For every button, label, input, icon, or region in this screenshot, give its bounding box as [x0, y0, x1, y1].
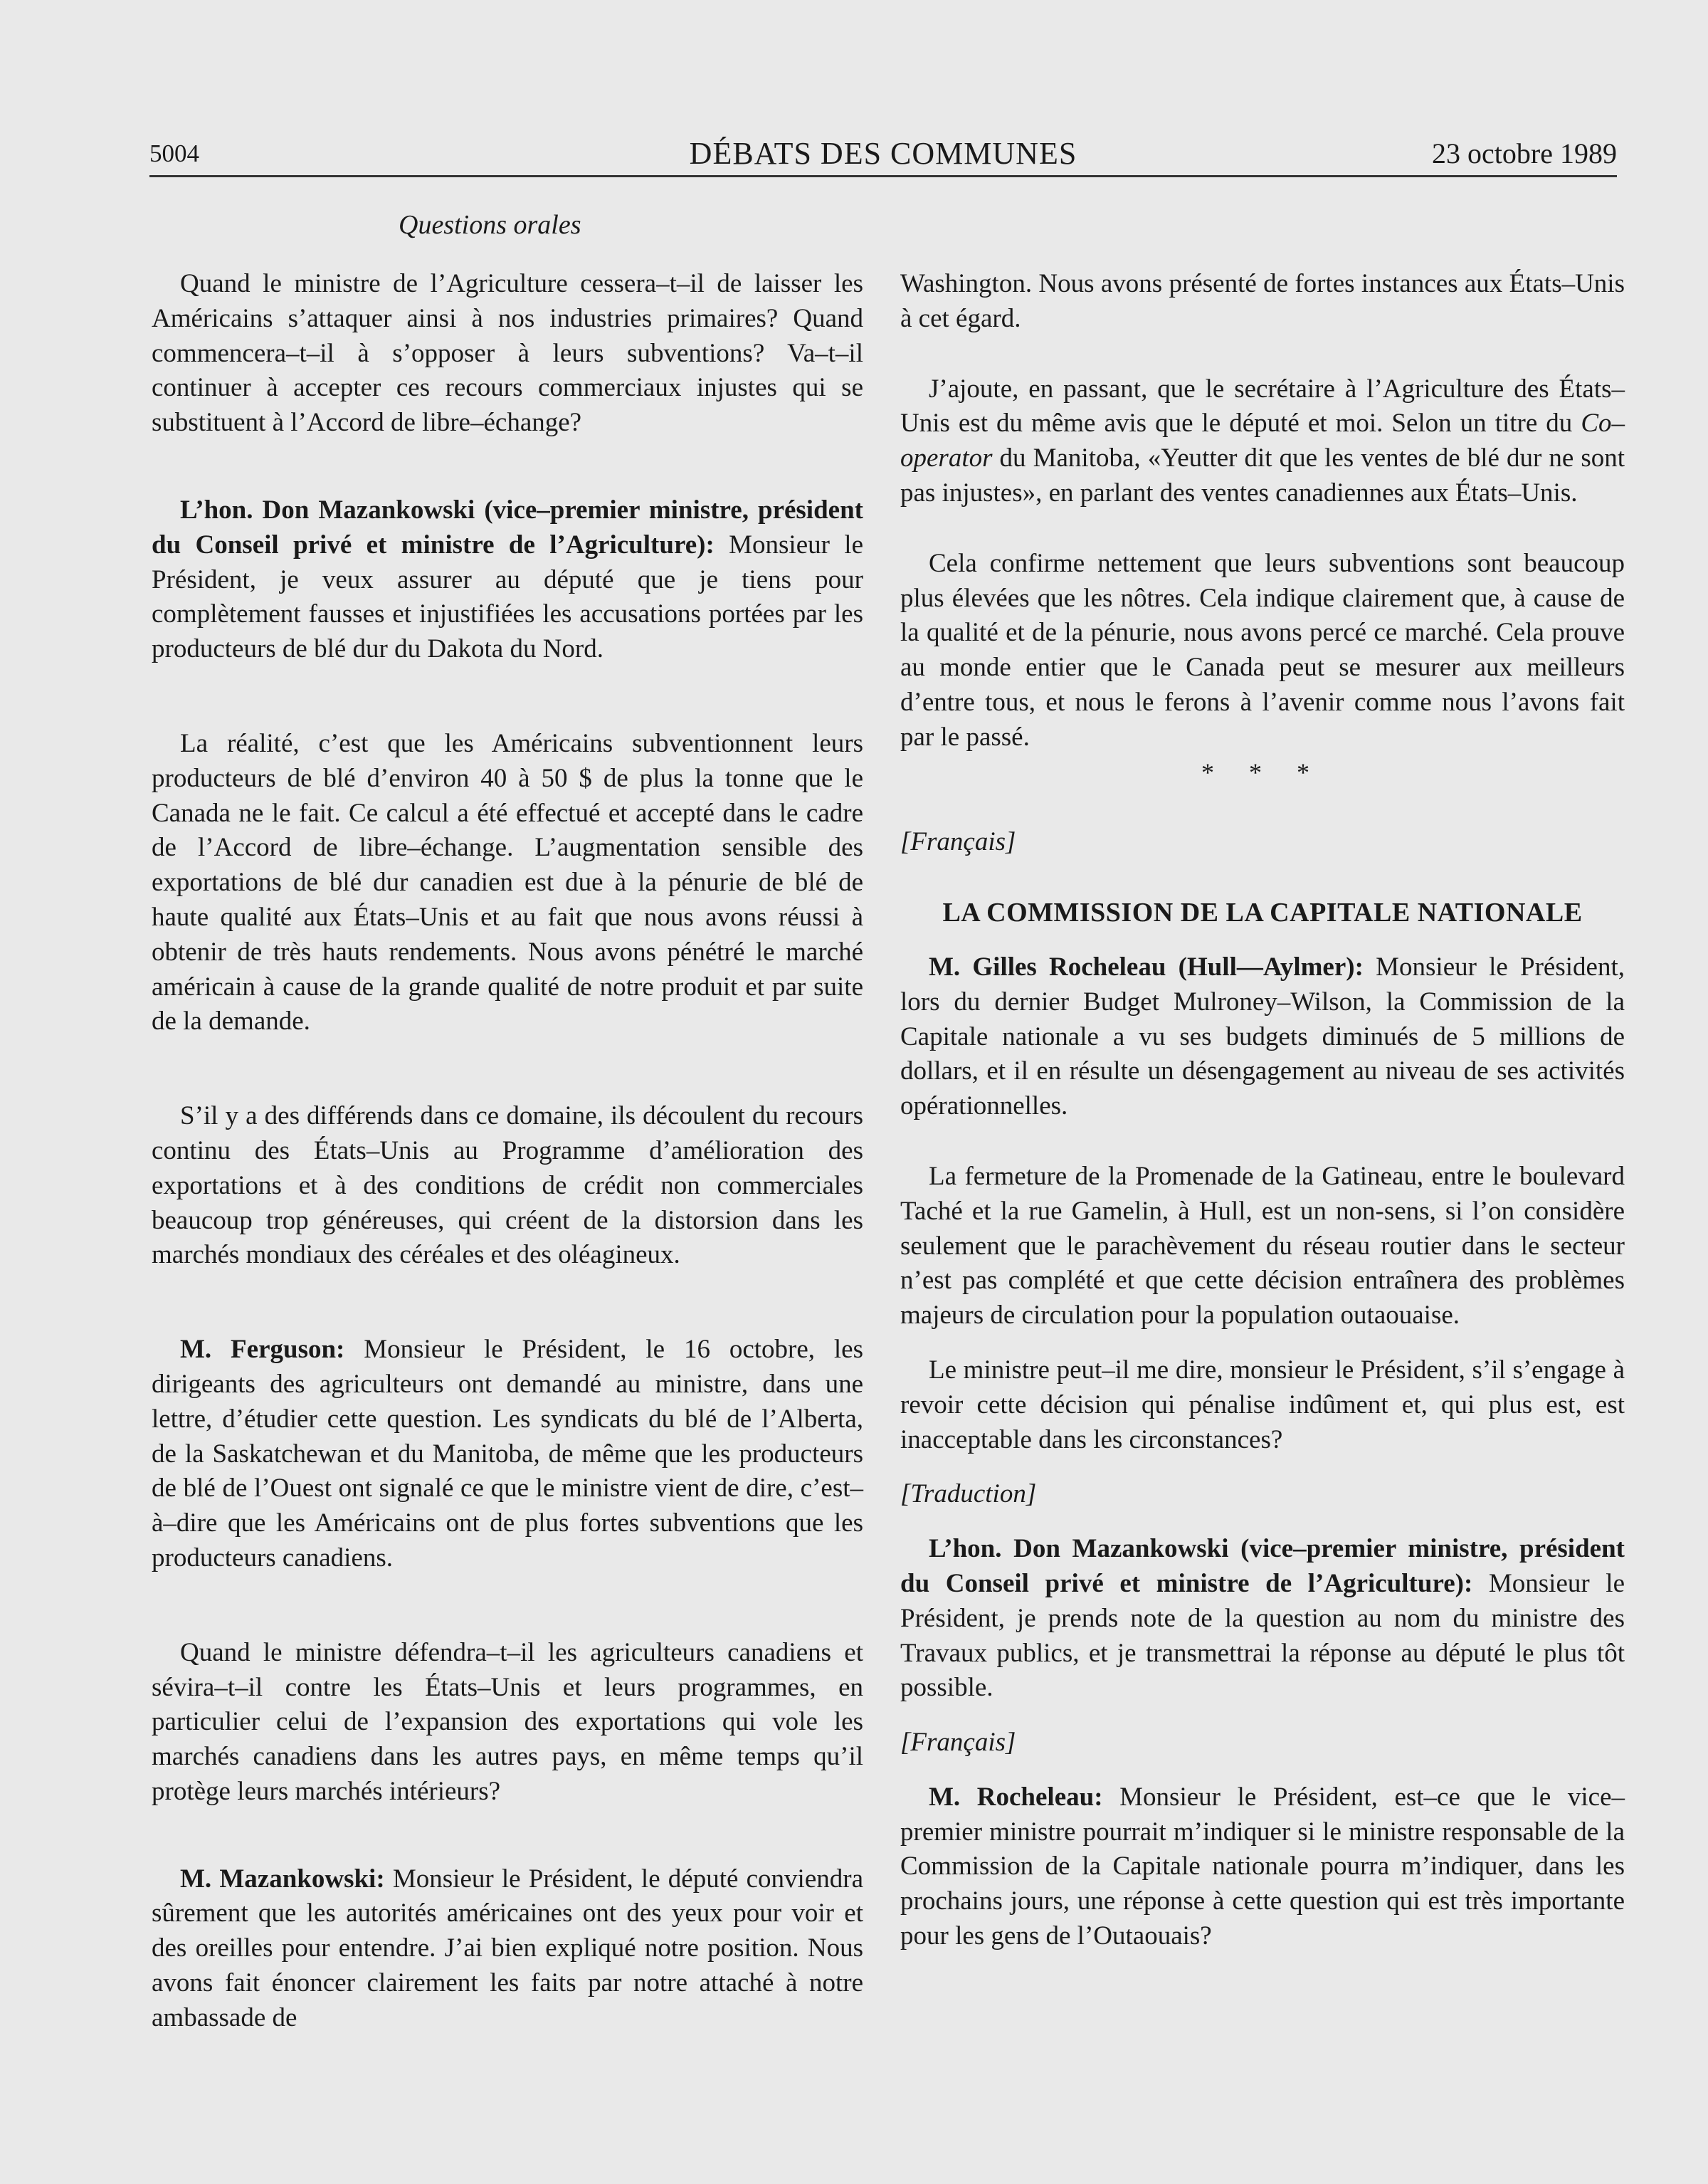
left-column: [152, 267, 863, 2036]
right-column: [900, 267, 1625, 1954]
speaker-name: M. Gilles Rocheleau (Hull—Aylmer):: [929, 952, 1364, 982]
paragraph: L’hon. Don Mazankowski (vice–premier ministre, président du Conseil privé et ministre de l’Agriculture): Monsieur le Président, je prends note de la question au nom du ministre des Travaux publics, et je transmettrai la réponse au député le plus tôt possible.: [900, 1534, 1625, 1703]
language-marker: [Traduction]: [900, 1479, 1037, 1509]
paragraph: M. Ferguson: Monsieur le Président, le 16 octobre, les dirigeants des agriculteurs ont demandé au ministre, dans une lettre, d’étudier cette question. Les syndicats du blé de l’Alberta, de la Saskatchewan et du Manitoba, de même que les producteurs de blé de l’Ouest ont signalé ce que le ministre vient de dire, c’est–à–dire que les Américains ont de plus fortes subventions que les producteurs canadiens.: [152, 1335, 863, 1573]
page-number: 5004: [149, 140, 199, 167]
publication-name: Co–operator: [900, 409, 1625, 473]
speaker-name: M. Mazankowski:: [180, 1864, 385, 1894]
paragraph: J’ajoute, en passant, que le secrétaire à l’Agriculture des États–Unis est du même avis que le député et moi. Selon un titre du Co–operator du Manitoba, «Yeutter dit que les ventes de blé dur ne sont pas injustes», en parlant des ventes canadiennes aux États–Unis.: [900, 374, 1625, 508]
speaker-name: L’hon. Don Mazankowski (vice–premier ministre, président du Conseil privé et ministre de l’Agriculture):: [900, 1534, 1625, 1598]
paragraph: M. Rocheleau: Monsieur le Président, est–ce que le vice–premier ministre pourrait m’indiquer si le ministre responsable de la Commission de la Capitale nationale pourra m’indiquer, dans les prochains jours, une réponse à cette question qui est très importante pour les gens de l’Outaouais?: [900, 1782, 1625, 1951]
paragraph: Le ministre peut–il me dire, monsieur le Président, s’il s’engage à revoir cette décision qui pénalise indûment et, qui plus est, est inacceptable dans les circonstances?: [900, 1355, 1625, 1454]
speaker-name: M. Ferguson:: [180, 1335, 345, 1365]
paragraph: La fermeture de la Promenade de la Gatineau, entre le boulevard Taché et la rue Gamelin, à Hull, est un non-sens, si l’on considère seulement que le parachèvement du réseau routier dans le secteur n’est pas complété et que cette décision entraînera des problèmes majeurs de circulation pour la population outaouaise.: [900, 1161, 1625, 1330]
section-subheading: Questions orales: [399, 210, 581, 240]
language-marker: [Français]: [900, 827, 1016, 857]
paragraph: Washington. Nous avons présenté de fortes instances aux États–Unis à cet égard.: [900, 269, 1625, 333]
speaker-name: M. Rocheleau:: [929, 1782, 1103, 1812]
speaker-name: L’hon. Don Mazankowski (vice–premier ministre, président du Conseil privé et ministre de l’Agriculture):: [152, 495, 863, 560]
section-separator: * * *: [1201, 757, 1324, 787]
language-marker: [Français]: [900, 1728, 1016, 1758]
paragraph: Quand le ministre défendra–t–il les agriculteurs canadiens et sévira–t–il contre les États–Unis et leurs programmes, en particulier celui de l’expansion des exportations qui vole les marchés canadiens dans les autres pays, en même temps qu’il protège leurs marchés intérieurs?: [152, 1637, 863, 1806]
paragraph: S’il y a des différends dans ce domaine, ils découlent du recours continu des États–Unis au Programme d’amélioration des exportations et à des conditions de crédit non commerciales beaucoup trop généreuses, qui créent de la distorsion dans les marchés mondiaux des céréales et des oléagineux.: [152, 1101, 863, 1270]
paragraph: M. Gilles Rocheleau (Hull—Aylmer): Monsieur le Président, lors du dernier Budget Mulroney–Wilson, la Commission de la Capitale nationale a vu ses budgets diminués de 5 millions de dollars, et il en résulte un désengagement au niveau de ses activités opérationnelles.: [900, 952, 1625, 1121]
paragraph: M. Mazankowski: Monsieur le Président, le député conviendra sûrement que les autorités américaines ont des yeux pour voir et des oreilles pour entendre. J’ai bien expliqué notre position. Nous avons fait énoncer clairement les faits par notre attaché à notre ambassade de: [152, 1864, 863, 2032]
paragraph: La réalité, c’est que les Américains subventionnent leurs producteurs de blé d’environ 40 à 50 $ de plus la tonne que le Canada ne le fait. Ce calcul a été effectué et accepté dans le cadre de l’Accord de libre–échange. L’augmentation sensible des exportations de blé dur canadien est due à la pénurie de blé de haute qualité aux États–Unis et au fait que nous avons réussi à obtenir de très hauts rendements. Nous avons pénétré le marché américain à cause de la grande qualité de notre produit et par suite de la demande.: [152, 728, 863, 1036]
section-title: LA COMMISSION DE LA CAPITALE NATIONALE: [942, 898, 1583, 928]
publication-date: 23 octobre 1989: [1432, 137, 1617, 169]
paragraph: L’hon. Don Mazankowski (vice–premier ministre, président du Conseil privé et ministre de l’Agriculture): Monsieur le Président, je veux assurer au député que je tiens pour complètement fausses et injustifiées les accusations portées par les producteurs de blé dur du Dakota du Nord.: [152, 495, 863, 664]
paragraph: Quand le ministre de l’Agriculture cessera–t–il de laisser les Américains s’attaquer ainsi à nos industries primaires? Quand commencera–t–il à s’opposer à leurs subventions? Va–t–il continuer à accepter ces recours commerciaux injustes qui se substituent à l’Accord de libre–échange?: [152, 269, 863, 438]
publication-title: DÉBATS DES COMMUNES: [689, 136, 1077, 171]
page-header: [149, 132, 1617, 177]
paragraph: Cela confirme nettement que leurs subventions sont beaucoup plus élevées que les nôtres. Cela indique clairement que, à cause de la qualité et de la pénurie, nous avons percé ce marché. Cela prouve au monde entier que le Canada peut se mesurer aux meilleurs d’entre tous, et nous le ferons à l’avenir comme nous l’avons fait par le passé.: [900, 548, 1625, 752]
